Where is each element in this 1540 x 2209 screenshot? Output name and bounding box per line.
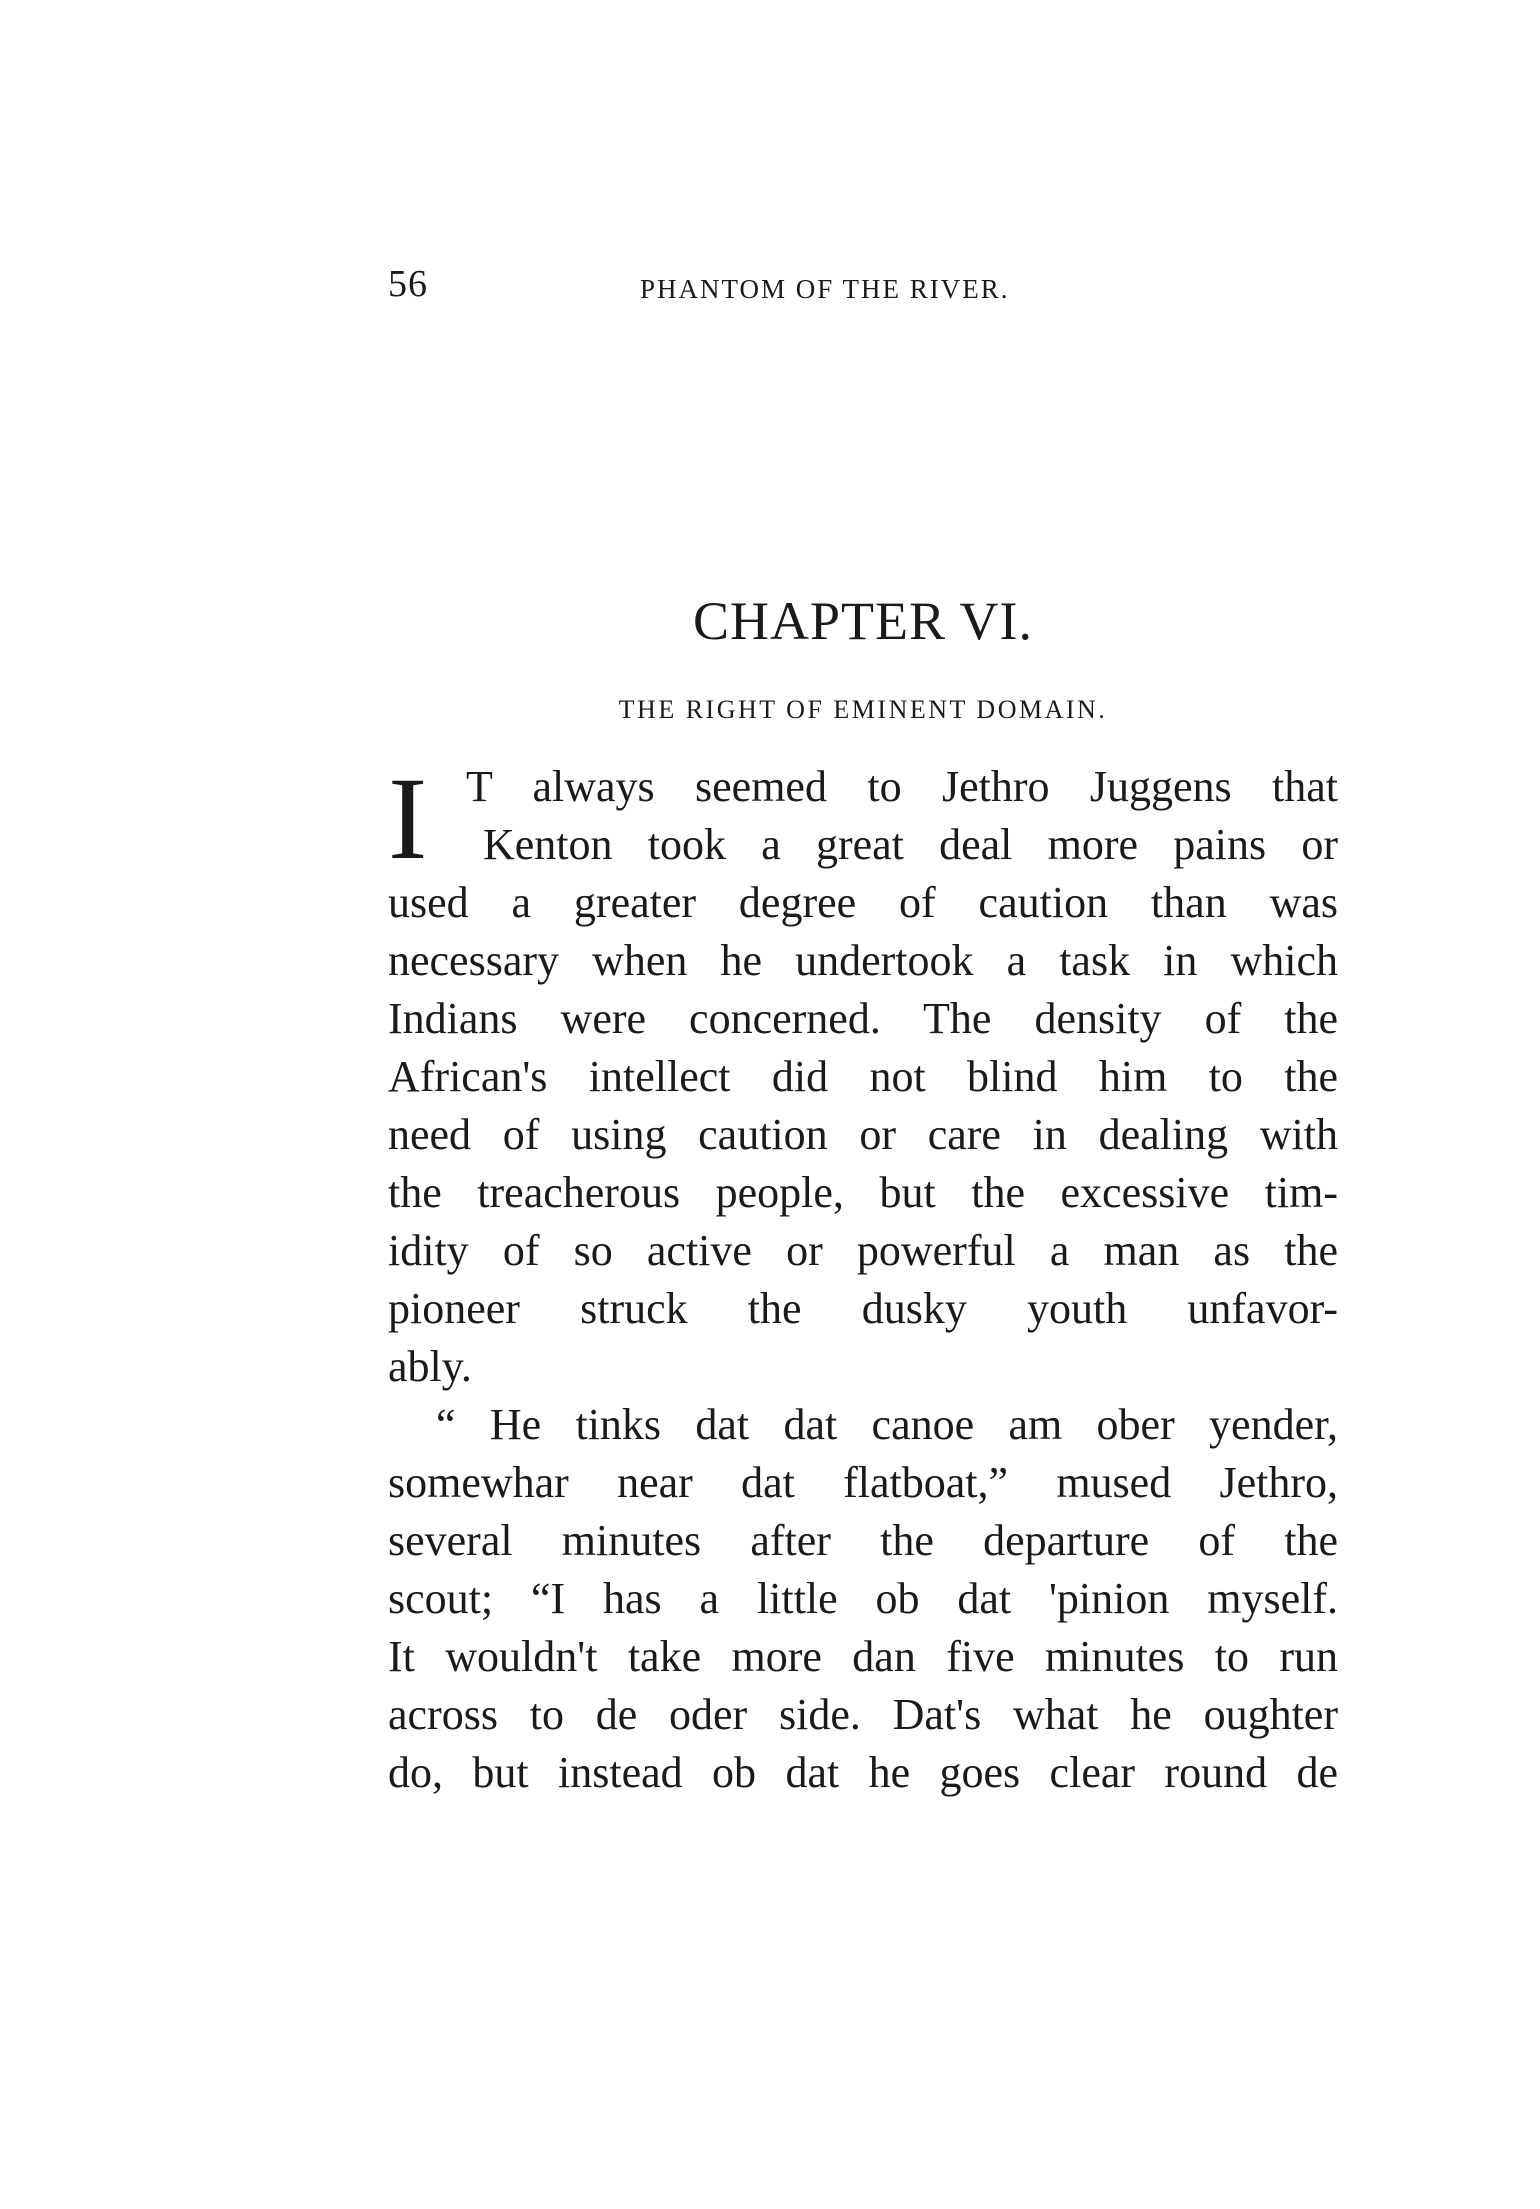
drop-cap: I bbox=[388, 753, 428, 884]
text-line: It wouldn't take more dan five minutes to run bbox=[388, 1632, 1338, 1681]
text-line: the treacherous people, but the excessive tim- bbox=[388, 1168, 1338, 1217]
body-text bbox=[388, 753, 1338, 1802]
text-line: idity of so active or powerful a man as the bbox=[388, 1226, 1338, 1275]
page-header bbox=[388, 262, 1338, 312]
text-line: scout; “I has a little ob dat 'pinion myself. bbox=[388, 1574, 1338, 1623]
text-line: T always seemed to Jethro Juggens that bbox=[466, 762, 1338, 811]
text-line: do, but instead ob dat he goes clear round de bbox=[388, 1748, 1338, 1797]
running-head: PHANTOM OF THE RIVER. bbox=[640, 274, 1010, 304]
text-line: necessary when he undertook a task in which bbox=[388, 936, 1338, 985]
text-line: Kenton took a great deal more pains or bbox=[483, 820, 1338, 869]
text-line: several minutes after the departure of the bbox=[388, 1516, 1338, 1565]
text-line: need of using caution or care in dealing with bbox=[388, 1110, 1338, 1159]
text-line: pioneer struck the dusky youth unfavor- bbox=[388, 1284, 1338, 1333]
chapter-subtitle: THE RIGHT OF EMINENT DOMAIN. bbox=[618, 695, 1108, 724]
text-line: ably. bbox=[388, 1342, 472, 1391]
text-line: somewhar near dat flatboat,” mused Jethro, bbox=[388, 1458, 1338, 1507]
text-line: used a greater degree of caution than was bbox=[388, 878, 1338, 927]
chapter-title: CHAPTER VI. bbox=[692, 591, 1034, 651]
text-line: Indians were concerned. The density of the bbox=[388, 994, 1338, 1043]
text-line: across to de oder side. Dat's what he oughter bbox=[388, 1690, 1338, 1739]
page-number: 56 bbox=[388, 263, 428, 305]
text-line: African's intellect did not blind him to the bbox=[388, 1052, 1338, 1101]
text-line: “ He tinks dat dat canoe am ober yender, bbox=[436, 1400, 1338, 1449]
